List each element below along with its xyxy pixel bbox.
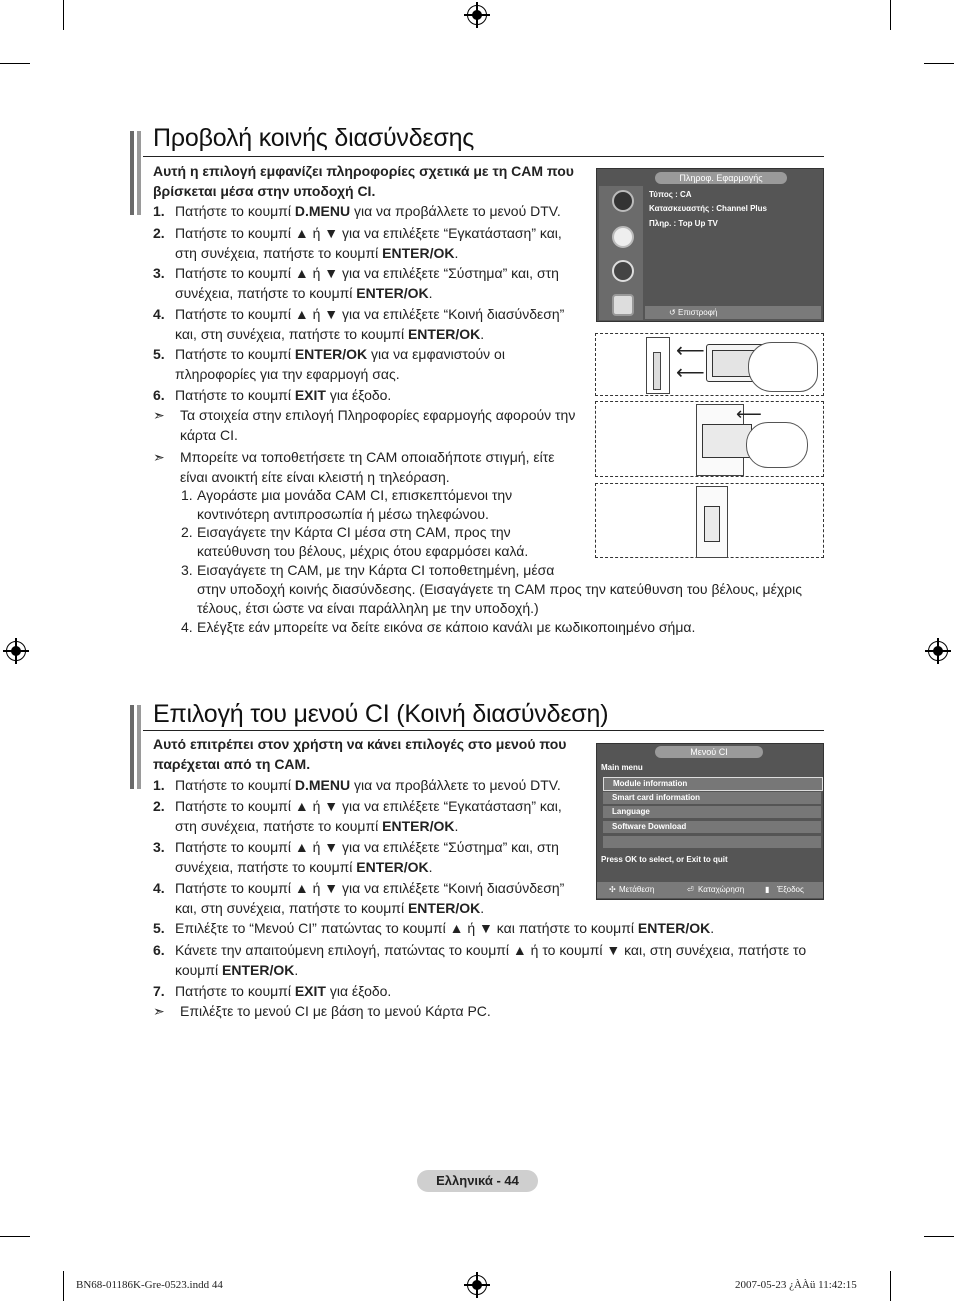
exit-icon: ▮ [765,885,770,894]
substep-line: κατεύθυνση του βέλους, μέχρις ότου εφαρμόσει καλά. [197,543,529,559]
info-details: Πληρ. : Top Up TV [649,219,718,228]
page-number: Ελληνικά - 44 [417,1170,538,1192]
step-number: 1. [153,203,165,219]
step-item [153,918,833,938]
substep-line: Αγοράστε μια μονάδα CAM CI, επισκεπτόμενοι την [197,487,513,503]
screen-footer [645,306,821,319]
step-line: Πατήστε το κουμπί ▲ ή ▼ για να επιλέξετε “Κοινή διασύνδεση” [175,880,565,896]
step-number: 4. [153,880,165,896]
note-line: Μπορείτε να τοποθετήσετε τη CAM οποιαδήποτε στιγμή, είτε [180,449,555,465]
info-type: Τύπος : CA [649,190,692,199]
section-title: Προβολή κοινής διασύνδεσης [153,124,475,152]
crop-mark [924,1236,954,1237]
crop-mark [63,0,64,30]
registration-mark-icon [467,1275,487,1295]
step-item [153,223,593,263]
step-item [153,981,833,1001]
step-number: 5. [153,920,165,936]
section-bar [137,131,141,215]
substep-line: Ελέγξτε εάν μπορείτε να δείτε εικόνα σε κάποιο κανάλι με κωδικοποιημένο σήμα. [197,619,696,635]
hand-icon [748,342,818,392]
screen-title: Πληροφ. Εφαρμογής [655,172,787,184]
step-number: 1. [153,777,165,793]
arrow-left-icon: ⟵ [676,362,705,384]
section-intro [153,161,574,201]
slot-connector [653,352,661,390]
step-line: στη συνέχεια, πατήστε το κουμπί ENTER/OK. [175,818,459,834]
step-line: συνέχεια, πατήστε το κουμπί ENTER/OK. [175,285,433,301]
section-title: Επιλογή του μενού CI (Κοινή διασύνδεση) [153,700,609,728]
note [153,447,593,489]
cam-module [702,424,752,458]
menu-item-language[interactable] [603,806,821,818]
screen-footer [597,882,823,898]
return-label[interactable]: Επιστροφή [678,308,718,317]
satellite-dish-icon [612,226,634,248]
step-line: και, στη συνέχεια, πατήστε το κουμπί ENTER/OK. [175,326,485,342]
menu-item-label: Module information [613,779,688,788]
settings-icon [612,190,634,212]
step-line: Πατήστε το κουμπί ▲ ή ▼ για να επιλέξετε “Σύστημα” και, στη [175,265,559,281]
substep-number: 3. [181,562,193,578]
step-line: Πατήστε το κουμπί D.MENU για να προβάλλετε το μενού DTV. [175,777,561,793]
crop-mark [890,1271,891,1301]
note-arrow-icon: ➣ [153,1003,165,1019]
substep-item [181,618,831,637]
hand-icon [746,422,808,468]
icon-column [599,186,643,320]
screen-title: Μενού CI [655,746,763,758]
step-line: Πατήστε το κουμπί ▲ ή ▼ για να επιλέξετε “Κοινή διασύνδεση” [175,306,565,322]
step-item [153,385,593,405]
title-rule [143,730,824,731]
main-menu-label: Main menu [601,763,643,772]
cam-illustration-step2 [595,401,824,477]
step-line: Πατήστε το κουμπί EXIT για έξοδο. [175,387,392,403]
registration-mark-icon [6,641,26,661]
step-item [153,940,833,980]
substep-line: στην υποδοχή κοινής διασύνδεσης. (Εισαγάγετε τη CAM προς την κατεύθυνση του βέλους, μέχρις [197,581,803,597]
return-icon[interactable]: ↺ [669,308,676,317]
step-line: συνέχεια, πατήστε το κουμπί ENTER/OK. [175,859,433,875]
section-bar [130,705,134,789]
gear-icon [612,260,634,282]
step-number: 7. [153,983,165,999]
note-line: Τα στοιχεία στην επιλογή Πληροφορίες εφαρμογής αφορούν την [180,407,576,423]
intro-line: Αυτή η επιλογή εμφανίζει πληροφορίες σχετικά με τη CAM που [153,163,574,179]
note [153,1001,753,1021]
step-number: 3. [153,265,165,281]
intro-line: βρίσκεται μέσα στην υποδοχή CI. [153,183,376,199]
note [153,405,593,447]
step-line: Πατήστε το κουμπί ▲ ή ▼ για να επιλέξετε “Σύστημα” και, στη [175,839,559,855]
step-line: Πατήστε το κουμπί ▲ ή ▼ για να επιλέξετε “Εγκατάσταση” και, [175,798,562,814]
substep-number: 1. [181,487,193,503]
note-arrow-icon: ➣ [153,407,165,423]
registration-mark-icon [928,641,948,661]
enter-label[interactable]: Καταχώρηση [698,885,745,894]
crop-mark [890,0,891,30]
intro-line: Αυτό επιτρέπει στον χρήστη να κάνει επιλογές στο μενού που [153,736,567,752]
menu-item-module-information[interactable] [603,777,823,791]
step-line: Επιλέξτε το “Μενού CI” πατώντας το κουμπί ▲ ή ▼ και πατήστε το κουμπί ENTER/OK. [175,920,715,936]
press-ok-hint: Press OK to select, or Exit to quit [601,855,728,864]
substep-line: τέλους, έτσι ώστε να είναι παράλληλη με την υποδοχή.) [197,600,539,616]
menu-item-empty [603,836,821,848]
substep-line: Εισαγάγετε την Κάρτα CI μέσα στη CAM, προς την [197,524,511,540]
step-line: Κάνετε την απαιτούμενη επιλογή, πατώντας το κουμπί ▲ ή το κουμπί ▼ και, στη συνέχεια, πατήστε το [175,942,807,958]
application-info-screen [596,168,824,322]
step-number: 3. [153,839,165,855]
step-line: Πατήστε το κουμπί ▲ ή ▼ για να επιλέξετε “Εγκατάσταση” και, [175,225,562,241]
substep-line: Εισαγάγετε τη CAM, με την Κάρτα CI τοποθετημένη, μέσα [197,562,555,578]
move-label[interactable]: Μετάθεση [619,885,655,894]
menu-item-smart-card-information[interactable] [603,792,821,804]
cam-illustration-step3 [595,483,824,558]
step-line: Πατήστε το κουμπί EXIT για έξοδο. [175,983,392,999]
crop-mark [924,63,954,64]
move-icon: ✣ [609,885,616,894]
step-item [153,304,593,344]
step-item [153,344,593,384]
arrow-left-icon: ⟵ [676,340,705,362]
step-number: 4. [153,306,165,322]
note-line: κάρτα CI. [180,427,238,443]
info-manufacturer: Κατασκευαστής : Channel Plus [649,204,767,213]
cam-module [704,506,720,542]
menu-item-label: Software Download [612,822,687,831]
step-number: 6. [153,942,165,958]
file-slug: BN68-01186K-Gre-0523.indd 44 [76,1279,223,1291]
note-line: Επιλέξτε το μενού CI με βάση το μενού Κάρτα PC. [180,1003,491,1019]
title-rule [143,156,824,157]
step-line: στη συνέχεια, πατήστε το κουμπί ENTER/OK. [175,245,459,261]
step-item [153,201,593,221]
date-slug: 2007-05-23 ¿ÀÀü 11:42:15 [735,1279,857,1291]
step-line: Πατήστε το κουμπί D.MENU για να προβάλλετε το μενού DTV. [175,203,561,219]
menu-item-software-download[interactable] [603,821,821,833]
section-intro [153,734,566,774]
crop-mark [0,63,30,64]
step-number: 6. [153,387,165,403]
enter-icon: ⏎ [687,885,694,894]
note-arrow-icon: ➣ [153,449,165,465]
exit-label[interactable]: Έξοδος [777,885,804,894]
crop-mark [0,1236,30,1237]
arrow-left-icon: ⟵ [736,404,762,424]
menu-item-label: Language [612,807,650,816]
step-line: Πατήστε το κουμπί ENTER/OK για να εμφανιστούν οι [175,346,505,362]
step-line: και, στη συνέχεια, πατήστε το κουμπί ENTER/OK. [175,900,485,916]
crop-mark [63,1271,64,1301]
step-line: κουμπί ENTER/OK. [175,962,299,978]
ci-menu-screen [596,743,824,900]
intro-line: παρέχεται από τη CAM. [153,756,311,772]
substep-number: 2. [181,524,193,540]
card-icon [612,294,634,316]
menu-item-label: Smart card information [612,793,701,802]
note-line: είναι ανοικτή είτε είναι κλειστή η τηλεόραση. [180,469,450,485]
step-line: πληροφορίες για την εφαρμογή σας. [175,366,400,382]
registration-mark-icon [467,5,487,25]
step-number: 2. [153,798,165,814]
substep-line: κοντινότερη αντιπροσωπία ή μέσω τηλεφώνου. [197,506,489,522]
substep-number: 4. [181,619,193,635]
step-number: 2. [153,225,165,241]
section-bar [130,131,134,215]
cam-illustration-step1 [595,333,824,396]
section-bar [137,705,141,789]
step-number: 5. [153,346,165,362]
substep-item [181,561,831,618]
step-item [153,263,593,303]
